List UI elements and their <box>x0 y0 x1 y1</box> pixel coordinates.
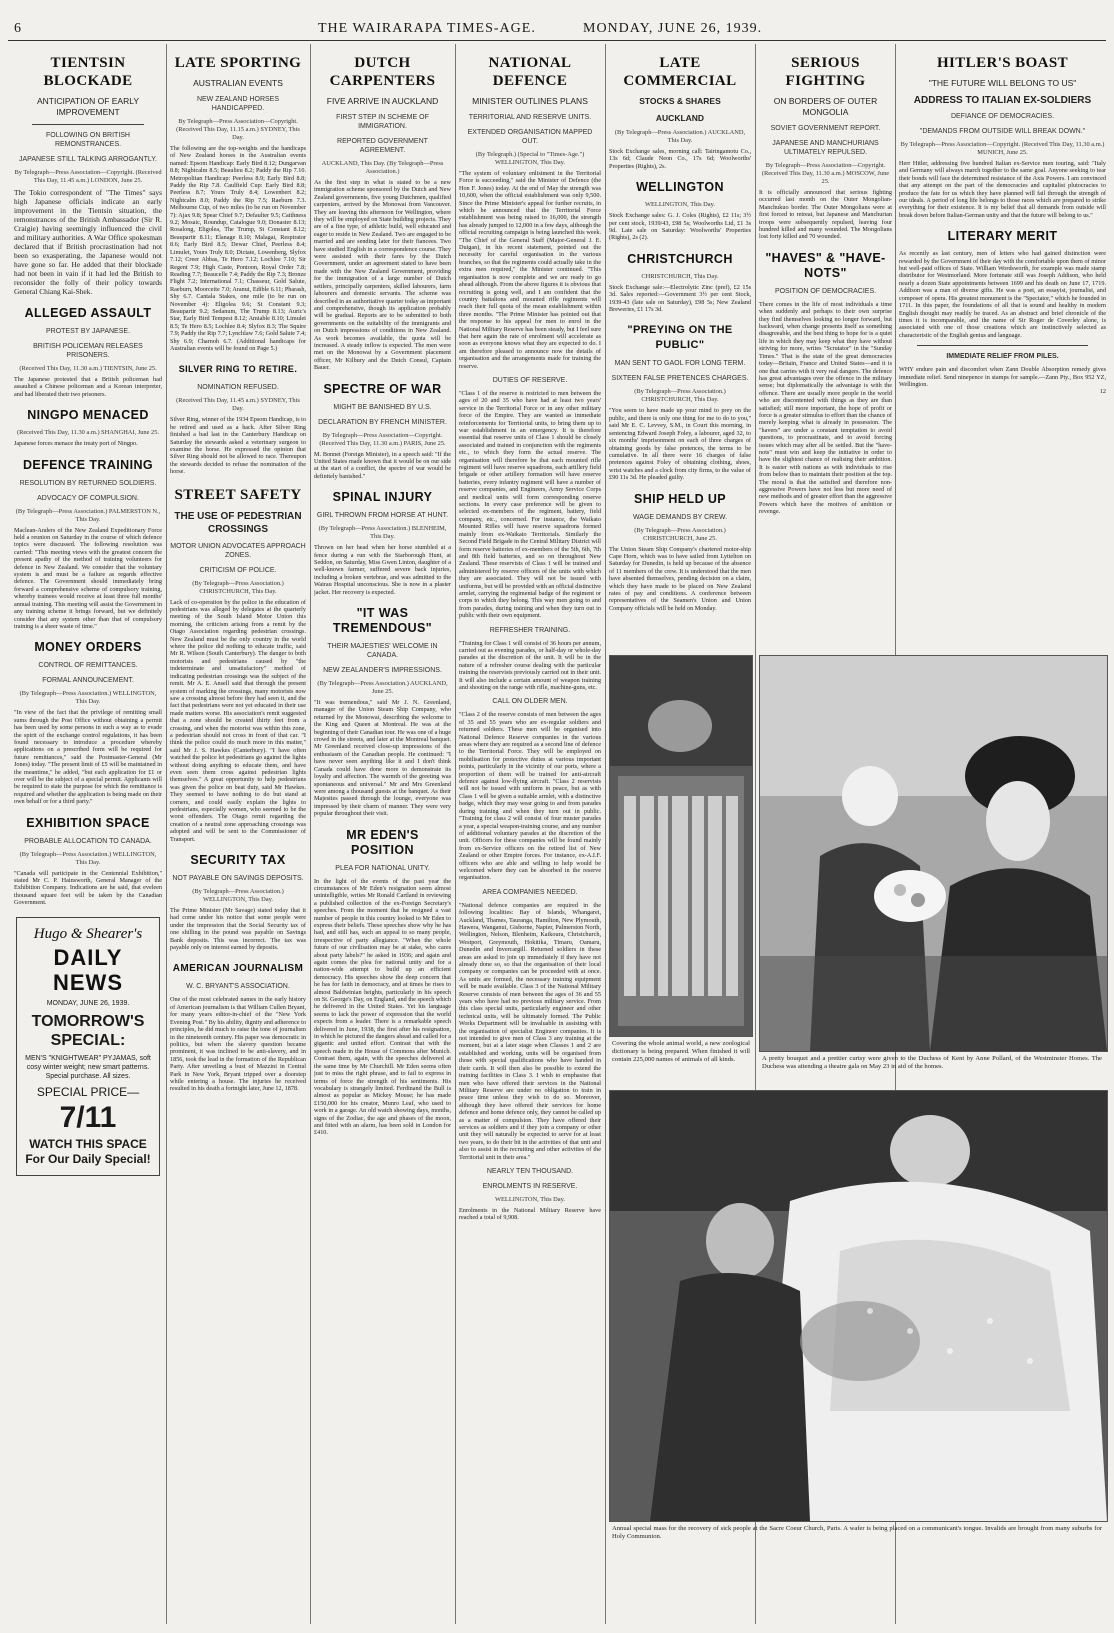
subheadline: CONTROL OF REMITTANCES. <box>38 662 138 670</box>
photo-duchess-of-kent <box>759 655 1108 1052</box>
mass-photo-illustration <box>610 1091 1107 1521</box>
subheadline: PLEA FOR NATIONAL UNITY. <box>335 864 430 872</box>
headline-street-safety: STREET SAFETY <box>174 486 302 503</box>
subheadline: POSITION OF DEMOCRACIES. <box>774 287 877 295</box>
subheadline: WAGE DEMANDS BY CREW. <box>632 513 728 521</box>
subheadline: ANTICIPATION OF EARLY IMPROVEMENT <box>36 96 139 117</box>
column-rule <box>455 44 456 1624</box>
dateline: (Received This Day, 11.30 a.m.) SHANGHAI, June 25. <box>16 429 160 437</box>
subheadline: JAPANESE STILL TALKING ARROGANTLY. <box>19 156 157 163</box>
headline-ship-held-up: SHIP HELD UP <box>633 491 727 506</box>
subheadline: AUSTRALIAN EVENTS <box>193 78 283 88</box>
subheadline: FOLLOWING ON BRITISH REMONSTRANCES. <box>45 132 130 148</box>
ad-title: DAILY NEWS <box>53 944 123 995</box>
column-rule <box>605 44 606 1624</box>
dateline: By Telegraph—Press Association—Copyright. (Received This Day, 11.45 a.m.) LONDON, June 25. <box>14 169 162 184</box>
ad-heading: TOMORROW'S SPECIAL: <box>31 1012 145 1049</box>
article-body: Herr Hitler, addressing five hundred Italian ex-Service men touring, said: "Italy and Germany will always march together to the same goal. Anyone seeking to tear their bonds will face the determined resistance of the Axis Powers. I am convinced that any attempt on the part of the democracies and capitalist plutocracies to produce the fate for us which they have planned will fail through the strength of our ideals. A period of long life belongs to those races which are prepared to strike everything for their existence. It is my belief that all demands from outside will break down before Italian-German unity and that the future will belong to us." <box>899 160 1106 219</box>
headline-christchurch: CHRISTCHURCH <box>627 251 733 266</box>
subheadline: NOT PAYABLE ON SAVINGS DEPOSITS. <box>172 875 304 883</box>
subheadline: PROBABLE ALLOCATION TO CANADA. <box>24 837 152 845</box>
ad-date: MONDAY, JUNE 26, 1939. <box>46 999 130 1007</box>
dateline: (By Telegraph—Press Association.) PALMERSTON N., This Day. <box>15 507 161 523</box>
headline-late-commercial: LATE COMMERCIAL <box>623 55 737 89</box>
duchess-photo-illustration <box>760 656 1107 1051</box>
article-body: "The system of voluntary enlistment in the Territorial Force is succeeding," said the Minister of Defence (the Hon F. Jones) today. At the end of May the strength was 10,600, when the official establishment was only 9,500. Since the Prime Minister's appeal for further recruits, in which he announced that the Territorial Force establishment was being raised to 16,000, the strength has already jumped to 12,000 in a few days, although the official recruiting campaign is being launched this week. "The Chief of the General Staff (Major-General J. E. Duigan), in his recent statement, pointed out the necessity for careful organisation in the various branches, so that the regiments could actually take in the extra men required," the Minister continued. "This organisation is now complete and we are ready to go ahead although. From the above figures it is obvious that recruiting is going well, and I am confident that the country battalions and mounted rifle regiments will reach their full quota of the mean establishment within three months. "The Prime Minister has pointed out that the response to his appeal for men to enrol in the National Military Reserve has been steady, but I feel sure that here again the rate of enrolment will accelerate as soon as everyone knows what they are expected to do. I am therefore pleased to announce now the details of organisation and the arrangements made for training the reserve. <box>459 170 601 370</box>
headline-haves-and-have-nots: "HAVES" & "HAVE-NOTS" <box>765 250 886 280</box>
subheadline: MAN SENT TO GAOL FOR LONG TERM. <box>614 360 746 368</box>
ad-footer: WATCH THIS SPACE For Our Daily Special! <box>25 1136 151 1166</box>
dateline: (By Telegraph—Press Association.) AUCKLAND, This Day. <box>614 129 746 144</box>
subheadline: STOCKS & SHARES <box>639 96 721 106</box>
article-body: The Japanese protested that a British policeman had assaulted a Chinese policeman and a Korean interpreter, and had liberated their two prisoners. <box>14 376 162 398</box>
article-body: "Class 1 of the reserve is restricted to men between the ages of 20 and 35 who have had at least two years' service in the Territorial Force or in any other military force of the Empire. They are wanted as immediate reinforcements for Territorial units, to bring them up to war establishment in an emergency. It is therefore essential that reserve units of Class 1 should be closely associated and trained in conjunction with the regiments etc., to which they form the actual reserve. The organisation will therefore be that each mounted rifle regiment will have reserve squadrons, each artillery field brigade or other artillery formation will have reserve batteries, every infantry regiment will have a number of reserve companies, and Engineers, Army Service Corps and medical units will form corresponding reserve sections. In every case preference will be given to selected ex-members of the regiment, battery, field company, etc., concerned. For instance, the Waikato Mounted Rifles will have reserve squadrons formed mainly from ex-Waikato Territorials. Similarly the Second Field Brigade in the Central Military District will form reserve batteries of ex-members of the 5th, 6th, 7th and 8th field batteries, and so on throughout New Zealand. These reservists of Class 1 will be trained and administered by reserve officers of the units with which they are associated. They will not be issued with uniforms, but will be provided with an official distinctive armlet, carrying the regimental badge of the regiment or corps to which they belong. This way men going to and from parades, during training and when they turn out in public with their own equipment. <box>459 389 601 620</box>
section-divider: REFRESHER TRAINING. <box>489 626 571 634</box>
article-body: There comes in the life of most individuals a time when suddenly and perhaps to their own surprise they find themselves looking no longer forward, but backward, when change presents itself as something disagreeable, and the best thing to hope for is a quiet life in which they may keep what they have without striving for more, writes "Scrutator" in the "Sunday Times." That is the state of the great democracies today—Britain, France and United States—and it is one that carries with it very real dangers. The defence has great advantages over the offence in the military sense; but diplomatically the advantage is with the offence. There are usually more people in the world who are discontented with things as they are than satisfied; still more important, the hope of profit or force is a greater stimulus to effort than the chance of merely keeping what is already in possession. The "havers" are under a constant temptation to avoid questions, to procrastinate, and to avoid forcing issues which may after all be settled. But the "have-nots" must win and keep the initiative in order to have the slightest chance of realising their ambition. It is easier with nations as with individuals to rise from below than to maintain their position at the top. The moral is that the satisfied and therefore non-aggressive Powers have not less but more need of new methods and of greater effort than the aggressive Powers which have the motives of ambition or revenge. <box>759 300 892 516</box>
subheadline: PROTEST BY JAPANESE. <box>45 328 131 335</box>
dateline: (By Telegraph—Press Association.) CHRISTCHURCH, This Day. <box>634 388 726 404</box>
subheadline: DECLARATION BY FRENCH MINISTER. <box>318 418 447 426</box>
headline-dutch-carpenters: DUTCH CARPENTERS <box>329 55 436 89</box>
dateline: AUCKLAND, This Day. (By Telegraph—Press Association.) <box>321 160 444 175</box>
article-body: "National defence companies are required in the following localities: Bay of Islands, Whangarei, Auckland, Thames, Tauranga, Hamilton, New Plymouth, Hawera, Wanganui, Gisborne, Napier, Palmerston North, Wellington, Nelson, Blenheim, Kaikoura, Christchurch, Westport, Greymouth, Hokitika, Timaru, Oamaru, Dunedin and Invercargill. Returned soldiers in these areas are asked to join up immediately if they have not already done so, so that the organisation of their local company or companies can be proceeded with at once. As units are formed, the necessary training equipment will be made available. Class 3 of the National Military Reserve consists of men between the ages of 36 and 55 years who have had no previous military service. From this class special units, particularly engineer and other technical units, will be ultimately formed. The Public Works Department will be invaluable in assisting with the organisation of specialist Engineer companies. It is not intended to give men of Class 3 any training at the moment, but at a later stage when Classes 1 and 2 are established and working, units will be organised from those with special qualifications who have handed in their cards. It will then also be possible to extend the training facilities in Class 3. I wish to emphasise that men who have offered their services in the National Military Reserve are under no obligation to train in peace time unless they wish to do so. Moreover, although they have offered their services for home defence and home defence only, they cannot be called up as a matter of compulsion. They have offered their services as soldiers and if they join a company or other unit they will naturally be expected to serve for at least two years, to do their bit in the activities of that unit and also to assist in the recruiting and other activities of the Territorial unit in their area." <box>459 901 601 1161</box>
headline-defence-training: DEFENCE TRAINING <box>22 457 153 472</box>
subheadline: NEW ZEALANDER'S IMPRESSIONS. <box>323 667 442 675</box>
column-6 <box>759 44 892 684</box>
article-body: Silver Ring, winner of the 1934 Epsom Handicap, is to be retired and used as a hack. After Silver Ring finished a bad last in the Canterbury Handicap on Saturday the stewards asked a veterinary surgeon to examine the horse. He expressed the opinion that Silver Ring should not be allowed to race. Thereupon the stewards decided to refuse the nomination of the horse. <box>170 416 306 476</box>
dateline: WELLINGTON, This Day. <box>495 1195 565 1203</box>
article-body: As the first step in what is stated to be a new immigration scheme sponsored by the Dutch and New Zealand governments, five young Dutchmen, qualified carpenters, arrived by the Monowai from Vancouver. They are leaving this afternoon for Wellington, where they will be employed on State building projects. They are of a fine type, of athletic build, well educated and eager to reside in New Zealand. Two are engaged to be married and are sending later for their fiancees. Two have studied English in a correspondence course. They were assisted with their fares by the Dutch Government, under an agreement stated to have been made with the New Zealand Government, providing for the immigration of a large number of Dutch settlers, principally carpenters, skilled labourers, farm labourers and domestic servants. The scheme was described in an authoritative quarter today as important and comprehensive, though its application probably will be gradual. Reports are to be submitted to both governments on the suitability of the immigrants and on Dutch impressions of conditions in New Zealand. As work becomes available, the quota will be increased. A steady inflow is expected. The men were met on the Monowai by a Government placement officer, Mr Kilbury and the Dutch Consul, Captain Bauer. <box>314 179 451 372</box>
subheadline: TERRITORIAL AND RESERVE UNITS. <box>468 114 592 121</box>
article-body: Maclean-Anders of the New Zealand Expeditionary Force held a reunion on Saturday in the course of which defence topics were discussed. The following resolution was carried: "This meeting views with the greatest concern the present apathy of the method of training volunteers for defence in New Zealand. We consider that the voluntary system is and must be a failure as regards effective defence. The Government should immediately bring forward a comprehensive scheme of compulsory training, whereby trainees would receive at least three full months' annual training. This meeting will assist the Government in any training scheme it brings forward, but we definitely consider that any system other than that of compulsory training is a sheer waste of time." <box>14 526 162 630</box>
article-body: "Canada will participate in the Centennial Exhibition," stated Mr C. P. Hainsworth, General Manager of the Exhibition Company. Indications are he said, that eveleen thousand square feet will be taken by the Canadian Government. <box>14 869 162 907</box>
subheadline: "THE FUTURE WILL BELONG TO US" <box>928 78 1077 88</box>
headline-literary-merit: LITERARY MERIT <box>947 229 1058 244</box>
headline-money-orders: MONEY ORDERS <box>34 640 142 655</box>
subheadline: THE USE OF PEDESTRIAN CROSSINGS <box>174 510 302 535</box>
headline-alleged-assault: ALLEGED ASSAULT <box>24 306 152 320</box>
photo-caption: Annual special mass for the recovery of sick people at the Sacre Coeur Church, Paris. A wafer is being placed on a communicant's tongue. Invalids are brought from many suburbs for Holy Communion. <box>612 1525 1102 1540</box>
dateline: By Telegraph—Press Association—Copyright. (Received This Day, 11.30 a.m.) PARIS, June 25. <box>319 431 446 447</box>
subheadline: ADVOCACY OF COMPULSION. <box>37 494 139 502</box>
dateline: By Telegraph—Press Association—Copyright. (Received This Day, 11.30 a.m.) MUNICH, June 25. <box>900 141 1105 156</box>
dateline: (By Telegraph—Press Association.) BLENHEIM, This Day. <box>318 525 447 541</box>
column-7 <box>899 44 1106 684</box>
dateline: (By Telegraph—Press Association.) CHRISTCHURCH, June 25. <box>634 526 726 542</box>
section-divider: AREA COMPANIES NEEDED. <box>482 888 578 896</box>
subheadline: BRITISH POLICEMAN RELEASES PRISONERS. <box>33 343 143 359</box>
page-number: 6 <box>14 21 21 36</box>
headline-mr-edens-position: MR EDEN'S POSITION <box>346 827 419 857</box>
books-illustration <box>610 656 752 1036</box>
dateline: By Telegraph—Press Association—Copyright. (Received This Day, 11.15 a.m.) SYDNEY, This Day. <box>176 118 300 141</box>
subheadline: DEFIANCE OF DEMOCRACIES. <box>950 113 1055 120</box>
headline-security-tax: SECURITY TAX <box>190 853 286 868</box>
article-body: It is officially announced that serious fighting occurred last month on the Outer Mongolian-Manchukuo border. The Outer Mongolians were at first forced to retreat, but Japanese and Manchurian troops were subsequently repulsed, leaving four hundred killed and many wounded. The Mongolians lost forty killed and 70 wounded. <box>759 189 892 241</box>
article-body: The Tokio correspondent of "The Times" says high Japanese officials indicate an early improvement in the Tientsin situation, the remonstrances of the British Ambassador (Sir R. Craigie) having seemingly influenced the civil and military authorities. A War Office spokesman declared that if British procrastination had not been so exasperating, the Japanese would not have gone so far. He added that their blockade had not been in vain if it had led the British to reconsider the folly of their policy towards General Chiang Kai-Shek. <box>14 188 162 296</box>
headline-silver-ring: SILVER RING TO RETIRE. <box>178 364 298 375</box>
headline-spectre-of-war: SPECTRE OF WAR <box>323 381 442 396</box>
section-divider: CALL ON OLDER MEN. <box>492 698 568 706</box>
headline-wellington: WELLINGTON <box>636 180 724 195</box>
subheadline: RESOLUTION BY RETURNED SOLDIERS. <box>19 479 157 487</box>
article-body: "It was tremendous," said Mr J. N. Greenland, manager of the Union Steam Ship Company, who returned by the Monowai, describing the welcome to the King and Queen at Montreal. He was at the beginning of their Canadian tour. He was one of a huge crowd in the streets, and later at the Montreal banquet. Mr Greenland received close-up impressions of the enthusiasm of the Canadian people. He continued: "I have never seen anything like it and I don't think Canada could have done more to demonstrate its loyalty and affection. The warmth of the greeting was spontaneous and universal." Mr and Mrs Greenland were among a thousand guests at the banquet. As their Majesties passed through the lounge, everyone was impressed by their charm of manner. They were very popular throughout their visit. <box>314 699 451 818</box>
dateline: (By Telegraph—Press Association.) WELLINGTON, This Day. <box>192 888 284 904</box>
article-body: In the light of the events of the past year the circumstances of Mr Eden's resignation seem almost unintelligible, writes Mr Ronald Cartland in reviewing a published collection of the ex-Foreign Secretary's speeches. From the moment that he resigned a vast number of people in this country looked to Mr Eden to express their beliefs. These speeches show why he has had, and still has, such an appeal to so many people, irrespective of party allegiance. "When the whole future of our civilisation may be at stake, who cares about party labels?" he asked in 1936; and again and again comes the plea for national unity and for a nation-wide attempt to build up an efficient democracy. His speeches show the deep concern that he has for faith in democracy, and at times he rises to almost Baldwinian heights, particularly in his speech on St. George's Day, on England, and the speech which he delivered in the United States. Yet his language seems to lack the power of expression that the world expects from a leader. There is a remarkable speech delivered in June, 1938, the first after his resignation, in which he pictured the dangers ahead and called for a gigantic and united effort. Contrast that with the speech made in the House of Commons after Munich. Contrast them, again, with the speeches delivered at the same time by Mr Churchill. Mr Eden seems often just to miss the right phrase, and to fail to express in terms of force the strength of his sentiments. His vocabulary is strangely limited. Ferdinand the Bull is almost as popular as Mickey Mouse; he has made £150,000 for his creator, Munro Leaf, who used to work in a garage. An old watch showing days, months, signs of the Zodiac, the age and phases of the moon, and fitted with an alarm, has been sold in London for £410. <box>314 877 451 1137</box>
subheadline: JAPANESE AND MANCHURIANS ULTIMATELY REPULSED. <box>772 140 879 156</box>
dateline: (By Telegraph.) (Special to "Times-Age.") WELLINGTON, This Day. <box>475 151 585 166</box>
subheadline: NEW ZEALAND HORSES HANDICAPPED. <box>196 96 280 112</box>
subheadline: SIXTEEN FALSE PRETENCES CHARGES. <box>611 375 749 383</box>
subheadline: MOTOR UNION ADVOCATES APPROACH ZONES. <box>170 542 306 559</box>
article-body: Enrolments in the National Military Reserve have reached a total of 9,908. <box>459 1206 601 1222</box>
headline-late-sporting: LATE SPORTING <box>174 55 302 71</box>
article-body: "Class 2 of the reserve consists of men between the ages of 35 and 55 years who are ex-regular soldiers and returned soldiers. These men will be organised into National Defence Reserve companies in the various areas where they are required as a second line of defence to the Territorial Force. They will be employed on mobilisation for protective duties at various important points, particularly in the vicinity of our ports, where a proportion of them will be trained for anti-aircraft defence against low-flying aircraft. "Class 2 reservists will not be issued with uniform in peace, but as with Class 1 will be given a suitable armlet, with a distinctive badge, which they may wear going to and from parades during training and when they turn out in public. "Training for class 2 will consist of four muster parades a year, a special weapon-training course, and any number of additional voluntary parades at the discretion of the unit. Officers for these companies will be found mainly from ex-Service officers on the retired list of New Zealand or other Empire forces. For instance, ex-A.I.F. officers who are able and willing to help would be welcomed where they can be absorbed in the reserve organisation. <box>459 711 601 882</box>
subheadline: "DEMANDS FROM OUTSIDE WILL BREAK DOWN." <box>919 128 1086 135</box>
dateline: (By Telegraph—Press Association.) WELLINGTON, This Day. <box>19 850 157 866</box>
article-body: As recently as last century, men of letters who had gained distinction were rewarded by the Government of their day with the comfortable upon them of minor but well-paid offices of State. William Wordsworth, for example was made stamp distributor for Westmorland. More fortunate still was Joseph Addison, who held nearly a dozen State appointments between 1699 and his death on June 17, 1719. Addison was a man of diverse gifts. He was a poet, an essayist, journalist, and composer of opera. His greatest monument is the "Spectator," which he founded in 1711. In this paper, the foundations of all that is sound and healthy in modern English thought may readily be traced. As an abstract and brief chronicle of the times it is incomparable, and the name of Sir Roger de Coverley alone, is associated with one of those creations which are instinctively selected as characteristic of the English genius and language. <box>899 250 1106 339</box>
subheadline: W. C. BRYANT'S ASSOCIATION. <box>186 983 290 991</box>
headline-ningpo-menaced: NINGPO MENACED <box>27 408 149 423</box>
subheadline: GIRL THROWN FROM HORSE AT HUNT. <box>316 512 449 520</box>
subheadline: FIRST STEP IN SCHEME OF IMMIGRATION. <box>336 114 429 130</box>
ad-heading: IMMEDIATE RELIEF FROM PILES. <box>946 353 1059 361</box>
ad-special-label: SPECIAL PRICE— <box>36 1084 140 1099</box>
column-4 <box>459 44 601 1624</box>
subheadline: AUCKLAND <box>655 113 705 123</box>
dateline: (Received This Day, 11.45 a.m.) SYDNEY, This Day. <box>176 397 300 413</box>
subheadline: ON BORDERS OF OUTER MONGOLIA <box>773 96 878 117</box>
ad-description: MEN'S "KNIGHTWEAR" PYJAMAS, soft cosy winter weight; new smart patterns. Special purchase. All sizes. <box>25 1054 151 1080</box>
column-rule <box>310 44 311 1624</box>
article-body: The following are the top-weights and the handicaps of New Zealand horses in the Australian events named: Epsom Handicap: Early Bird 8.12; Dungarvan 8.8; Nightcalm 8.5; Beaulieu 8.2; Paddy the Rip 7.10. Metropolitan Handicap: Peerless 8.9; Early Bird 8.8; Paddy the Rip 7.8. Caulfield Cup: Early Bird 8.8; Peerless 8.7; Yours Truly 8.4; Lowenbert 8.2; Nightcalm 8.0; Paddy the Rip 7.5; Raeburn 7.3. Melbourne Cup, of two miles (to be run on November 7): Ajax 9.8; Spear Chief 9.7; Defaulter 9.5; Caithness 9.2; Mosaic, Roundup, Catalogue 9.0; Donaster 8.13; Rosalong, Eligolea, The Trump, St Constant 8.12; Beaupartir 8.11; Elanage 8.10; Malagai, Respirator 8.6; Early Bird 8.5; Dewar Chief, Peerless 8.4; Limulet, Yours Truly 8.0; Dictate, Lowenberg, Slyfox 7.12; Creer Abbas, Te Hero 7.12; Lochlee 7.10; Sir Regent 7.9; High Caste, Pontoon, Royal Order 7.8; Reading 7.7; Beaucelle 7.4; Paddy the Rip 7.3; Bronze Flight 7.2; International 7.1; Chasseur, Gold Salute, Raeburn, Moorceite 7.0; Aranui, Edible 6.11; Pharash, Shy 6.7. Cantala Stakes, one mile (to be run on November 4): Eligolea 9.6; St Constant 9.3; Beaupartir 9.2; Sedanum, The Trump 8.13; Auric's Star, Early Bird Tempest 8.12; Amiable 8.10; Limulet 8.5; Te Hero 8.5; Lochlee 8.4; Slyfox 8.3; The Squire 7.9; Paddy the Rip 7.7; Lynchlaw 7.6; Gold Salute 7.4; Shy 6.9; Charnoh 6.7. (Additional handicaps for Australian events will be found on Page 5.) <box>170 145 306 352</box>
subheadline: EXTENDED ORGANISATION MAPPED OUT. <box>467 129 593 145</box>
headline-american-journalism: AMERICAN JOURNALISM <box>172 963 304 975</box>
subheadline: THEIR MAJESTIES' WELCOME IN CANADA. <box>327 643 438 660</box>
subheadline: CRITICISM OF POLICE. <box>199 566 277 574</box>
column-3 <box>314 44 451 1624</box>
article-body: "In view of the fact that the privilege of remitting small sums through the Post Office without obtaining a permit has been used by some persons in such a way as to evade the spirit of the exchange control regulations, it has been found necessary to introduce a procedure whereby applications on a prescribed form will be required for future remittances," said the Postmaster-General (Mr Jones) today. "The present limit of £5 will be maintained in the meantime," he added, "but each application for £1 or over will be the subject of a special permit. Applicants will be required to state the purpose for which the remittance is required and whether the application is being made on their own behalf or for a third party." <box>14 709 162 806</box>
article-body: The Prime Minister (Mr Savage) stated today that it had come under his notice that some people were under the impression that the Social Security tax of one shilling in the pound was payable on Savings Bank deposits. This was incorrect. The tax was payable only on interest earned by deposits. <box>170 907 306 952</box>
dateline: CHRISTCHURCH, This Day. <box>641 272 719 280</box>
divider <box>32 124 144 125</box>
section-divider: ENROLMENTS IN RESERVE. <box>482 1182 578 1190</box>
subheadline: MINISTER OUTLINES PLANS <box>472 96 588 106</box>
article-body: Stock Exchange sales, morning call: Tairingamotu Co., 13s 6d; Claude Neon Co., 17s 6d; Woolworths' Properties (Rights), 2s. <box>609 148 751 170</box>
headline-hitlers-boast: HITLER'S BOAST <box>936 55 1069 71</box>
article-body: "Training for Class 1 will consist of 36 hours per annum, carried out as evening parades, or half-day or whole-day parades at the discretion of the unit. It will be in the nature of a refresher course dealing with the particular training the reservists previously carried out in their unit. It will also include a certain amount of weapon training and shooting on the range with rifle, machine-guns, etc. <box>459 639 601 691</box>
subheadline: MIGHT BE BANISHED BY U.S. <box>333 403 432 411</box>
subheadline: NOMINATION REFUSED. <box>197 384 279 392</box>
subheadline: SOVIET GOVERNMENT REPORT. <box>770 125 881 132</box>
newspaper-name: THE WAIRARAPA TIMES-AGE. <box>318 21 536 36</box>
dateline: (By Telegraph—Press Association.) WELLINGTON, This Day. <box>19 690 157 706</box>
headline-preying-on-the-public: "PREYING ON THE PUBLIC" <box>627 324 733 352</box>
dateline: By Telegraph—Press Association—Copyright. (Received This Day, 11.30 a.m.) MOSCOW, June 25. <box>761 162 890 185</box>
headline-spinal-injury: SPINAL INJURY <box>332 490 433 505</box>
article-body: Thrown on her head when her horse stumbled at a fence during a run with the Starborough Hunt, at Seddon, on Saturday, Miss Gwen Linton, daughter of a well-known farmer, suffered severe back injuries, including a broken vertebrae, and was admitted to the Wairau Hospital unconscious. She is now in a plaster jacket. Her recovery is expected. <box>314 544 451 596</box>
photo-sacre-coeur-mass <box>609 1090 1108 1522</box>
ad-store-name: Hugo & Shearer's <box>33 925 143 942</box>
article-body: The Union Steam Ship Company's chartered motor-ship Cape Horn, which was to have sailed from Lyttelton on Saturday for Dunedin, is held up because of the absence of 11 members of the crew. It is understood that the men have absented themselves, pending decision on a claim, which they have made to be placed on New Zealand rates of pay and conditions. A conference between representatives of the Seamen's Union and Union Company officials will be held on Monday. <box>609 545 751 612</box>
section-divider: NEARLY TEN THOUSAND. <box>486 1167 574 1175</box>
ad-number: 12 <box>1099 388 1106 396</box>
subheadline: ADDRESS TO ITALIAN EX-SOLDIERS <box>913 95 1092 106</box>
article-body: Stock Exchange sales: G. J. Coles (Rights), £2 11s; 3½ per cent stock, 1939/43, £98 5s; Woolworths Ltd, £1 3s 9d. Late sale on Saturday: Woolworths' Properties (Rights), 2s (2). <box>609 212 751 242</box>
headline-tientsin-blockade: TIENTSIN BLOCKADE <box>43 55 133 89</box>
issue-date: MONDAY, JUNE 26, 1939. <box>583 21 763 36</box>
dateline: WELLINGTON, This Day. <box>645 201 715 209</box>
column-rule <box>166 44 167 1624</box>
headline-it-was-tremendous: "IT WAS TREMENDOUS" <box>332 606 433 636</box>
article-body: Stock Exchange sale:—Electrolytic Zinc (pref), £2 15s 3d. Sales reported:—Government 3½ per cent Stock, 1939-43 (late sale on Saturday), £98 5s; New Zealand Breweries, £1 17s 3d. <box>609 283 751 314</box>
article-body: "You seem to have made up your mind to prey on the public, and there is only one thing for me to do to you," said Mr E. C. Levvey, S.M., in Court this morning, in sentencing Edward Joseph Foley, a labourer, aged 32, to six months' imprisonment on each of three charges of obtaining goods by false pretences, the terms to be cumulative. In all there were 16 charges of false pretences against Foley of obtaining clothing, shoes, wrist watches and a clock from city firms, to the value of £90 11s 3d. He pleaded guilty. <box>609 407 751 482</box>
headline-serious-fighting: SERIOUS FIGHTING <box>785 55 866 89</box>
subheadline: FIVE ARRIVE IN AUCKLAND <box>326 96 439 106</box>
dateline: (By Telegraph—Press Association.) AUCKLAND, June 25. <box>317 680 448 696</box>
headline-exhibition-space: EXHIBITION SPACE <box>26 815 150 830</box>
column-1 <box>14 44 162 1624</box>
subheadline: FORMAL ANNOUNCEMENT. <box>42 677 134 685</box>
dateline: (Received This Day, 11.30 a.m.) TIENTSIN, June 25. <box>19 365 157 372</box>
photo-caption: A pretty bouquet and a prettier curtsy were given to the Duchess of Kent by Anne Pollard, of the Westminster Homes. The Duchess was attending a theatre gala on May 23 in aid of the homes. <box>762 1055 1102 1070</box>
advertisement-daily-news <box>16 917 160 1176</box>
divider <box>917 345 1088 346</box>
column-2 <box>170 44 306 1624</box>
section-divider: DUTIES OF RESERVE. <box>492 376 568 384</box>
photo-caption: Covering the whole animal world, a new zoological dictionary is being prepared. When finished it will contain 225,000 names of animals of all kinds. <box>612 1040 750 1063</box>
photo-zoological-dictionary <box>609 655 753 1037</box>
headline-national-defence: NATIONAL DEFENCE <box>488 55 572 89</box>
article-body: Japanese forces menace the treaty port of Ningpo. <box>14 440 138 448</box>
masthead <box>8 18 1106 41</box>
article-body: Lack of co-operation by the police in the education of pedestrians was alleged by delegates at the quarterly meeting of the South Island Motor Union this morning, the criticism arising from a remit by the Otago Association regarding pedestrian crossings. New Zealand must be the only country in the world where the police did nothing to educate traffic, said Mr R. Wilson (South Canterbury). The danger to both motorists and pedestrians caused by "the indeterminate and unsatisfactory" method of indicating pedestrian crossings was the subject of the remit. Mr A. E. Ansell said that through the present system of marking the crossings, many motorists now saw a crossing almost before they had seen it, and the fact that pedestrians were not yet educated in their use made matters worse. His association's remit suggested that a zone should be created thirty feet from a crossing, and when the motorist was within this zone, a pedestrian should not cross in front of that car. "I think the police could do much more in this matter," said Mr J. S. Hawkes (Canterbury). "I have often watched the police let pedestrians go against the lights without doing anything to educate them, and have even seen them cross against pedestrian lights themselves." A great opportunity to help pedestrians was given the police on beat duty, said Mr Hawkes. They seemed to have nothing to do but stand at corners, and could easily explain the lights to pedestrians, especially women, who seemed to be the worst offenders. The Otago remit regarding the creation of a neutral zone approaching crossings was adopted and will be sent to the Commissioner of Transport. <box>170 598 306 843</box>
advertisement-body: WHY endure pain and discomfort when Zann Double Absorption remedy gives immediate relief. Send ninepence in stamps for sample.—Zann Pty., Box 952 YZ, Wellington. <box>899 366 1106 388</box>
column-5 <box>609 44 751 684</box>
ad-price: 7/11 <box>59 1100 117 1134</box>
subheadline: REPORTED GOVERNMENT AGREEMENT. <box>337 138 428 154</box>
dateline: (By Telegraph—Press Association.) CHRISTCHURCH, This Day. <box>192 579 284 595</box>
article-body: M. Bonnet (Foreign Minister), in a speech said: "If the United States made known that it would be on our side at the start of a conflict, the spectre of war would be definitely banished." <box>314 450 451 480</box>
article-body: One of the most celebrated names in the early history of American journalism is that William Cullen Bryant, for many years editor-in-chief of the "New York Evening Post." By his ability, dignity and adherence to principles, he did much to raise the tone of journalism in the nineteenth century. His paper was democratic in politics, but when the slavery question became prominent, it was inclined to be anti-slavery, and in 1856, took the lead in the formation of the Republican Party. After unveiling a bust of Mazzini in Central Park in New York, Bryant tripped over a doorstep while entering a house. The injuries he received resulted in his death a fortnight later, June 12, 1878. <box>170 996 306 1093</box>
